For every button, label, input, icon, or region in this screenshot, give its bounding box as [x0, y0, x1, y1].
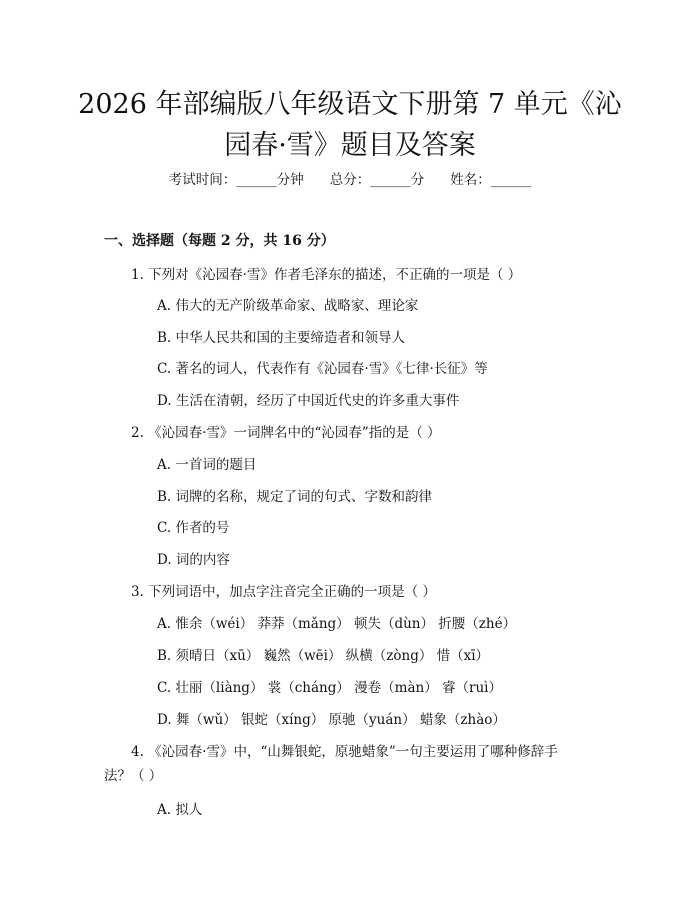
q1-option-a: A. 伟大的无产阶级革命家、战略家、理论家	[157, 298, 419, 314]
question-4-continued: 法？（ ）	[104, 768, 163, 784]
q2-option-a: A. 一首词的题目	[157, 457, 257, 473]
q3-option-c: C. 壮丽（liàng） 裳（cháng） 漫卷（màn） 睿（ruì）	[157, 680, 502, 696]
question-4: 4. 《沁园春·雪》中，“山舞银蛇，原驰蜡象”一句主要运用了哪种修辞手	[131, 744, 558, 760]
q1-option-c: C. 著名的词人，代表作有《沁园春·雪》《七律·长征》等	[157, 361, 488, 377]
section-heading: 一、选择题（每题 2 分，共 16 分）	[104, 233, 335, 249]
q2-option-c: C. 作者的号	[157, 520, 230, 536]
exam-info	[0, 168, 700, 188]
q2-option-d: D. 词的内容	[157, 552, 230, 568]
question-2: 2. 《沁园春·雪》一词牌名中的“沁园春”指的是（ ）	[131, 425, 441, 441]
title-line-1: 2026 年部编版八年级语文下册第 7 单元《沁	[78, 89, 622, 120]
q1-option-d: D. 生活在清朝，经历了中国近代史的许多重大事件	[157, 393, 460, 409]
q1-option-b: B. 中华人民共和国的主要缔造者和领导人	[157, 330, 406, 346]
q3-option-a: A. 惟余（wéi） 莽莽（mǎng） 顿失（dùn） 折腰（zhé）	[157, 616, 517, 632]
question-3: 3. 下列词语中，加点字注音完全正确的一项是（ ）	[131, 584, 436, 600]
title-line-2: 园春·雪》题目及答案	[224, 130, 476, 161]
page-title	[70, 84, 630, 166]
q3-option-d: D. 舞（wǔ） 银蛇（xíng） 原驰（yuán） 蜡象（zhào）	[157, 712, 506, 728]
q2-option-b: B. 词牌的名称，规定了词的句式、字数和韵律	[157, 489, 433, 505]
student-name: 姓名：______	[450, 172, 532, 188]
total-score: 总分：______分	[329, 172, 425, 188]
exam-time: 考试时间：______分钟	[168, 172, 304, 188]
question-1: 1. 下列对《沁园春·雪》作者毛泽东的描述，不正确的一项是（ ）	[131, 267, 522, 283]
q3-option-b: B. 须晴日（xū） 巍然（wēi） 纵横（zòng） 惜（xī）	[157, 648, 490, 664]
q4-option-a: A. 拟人	[157, 802, 203, 818]
